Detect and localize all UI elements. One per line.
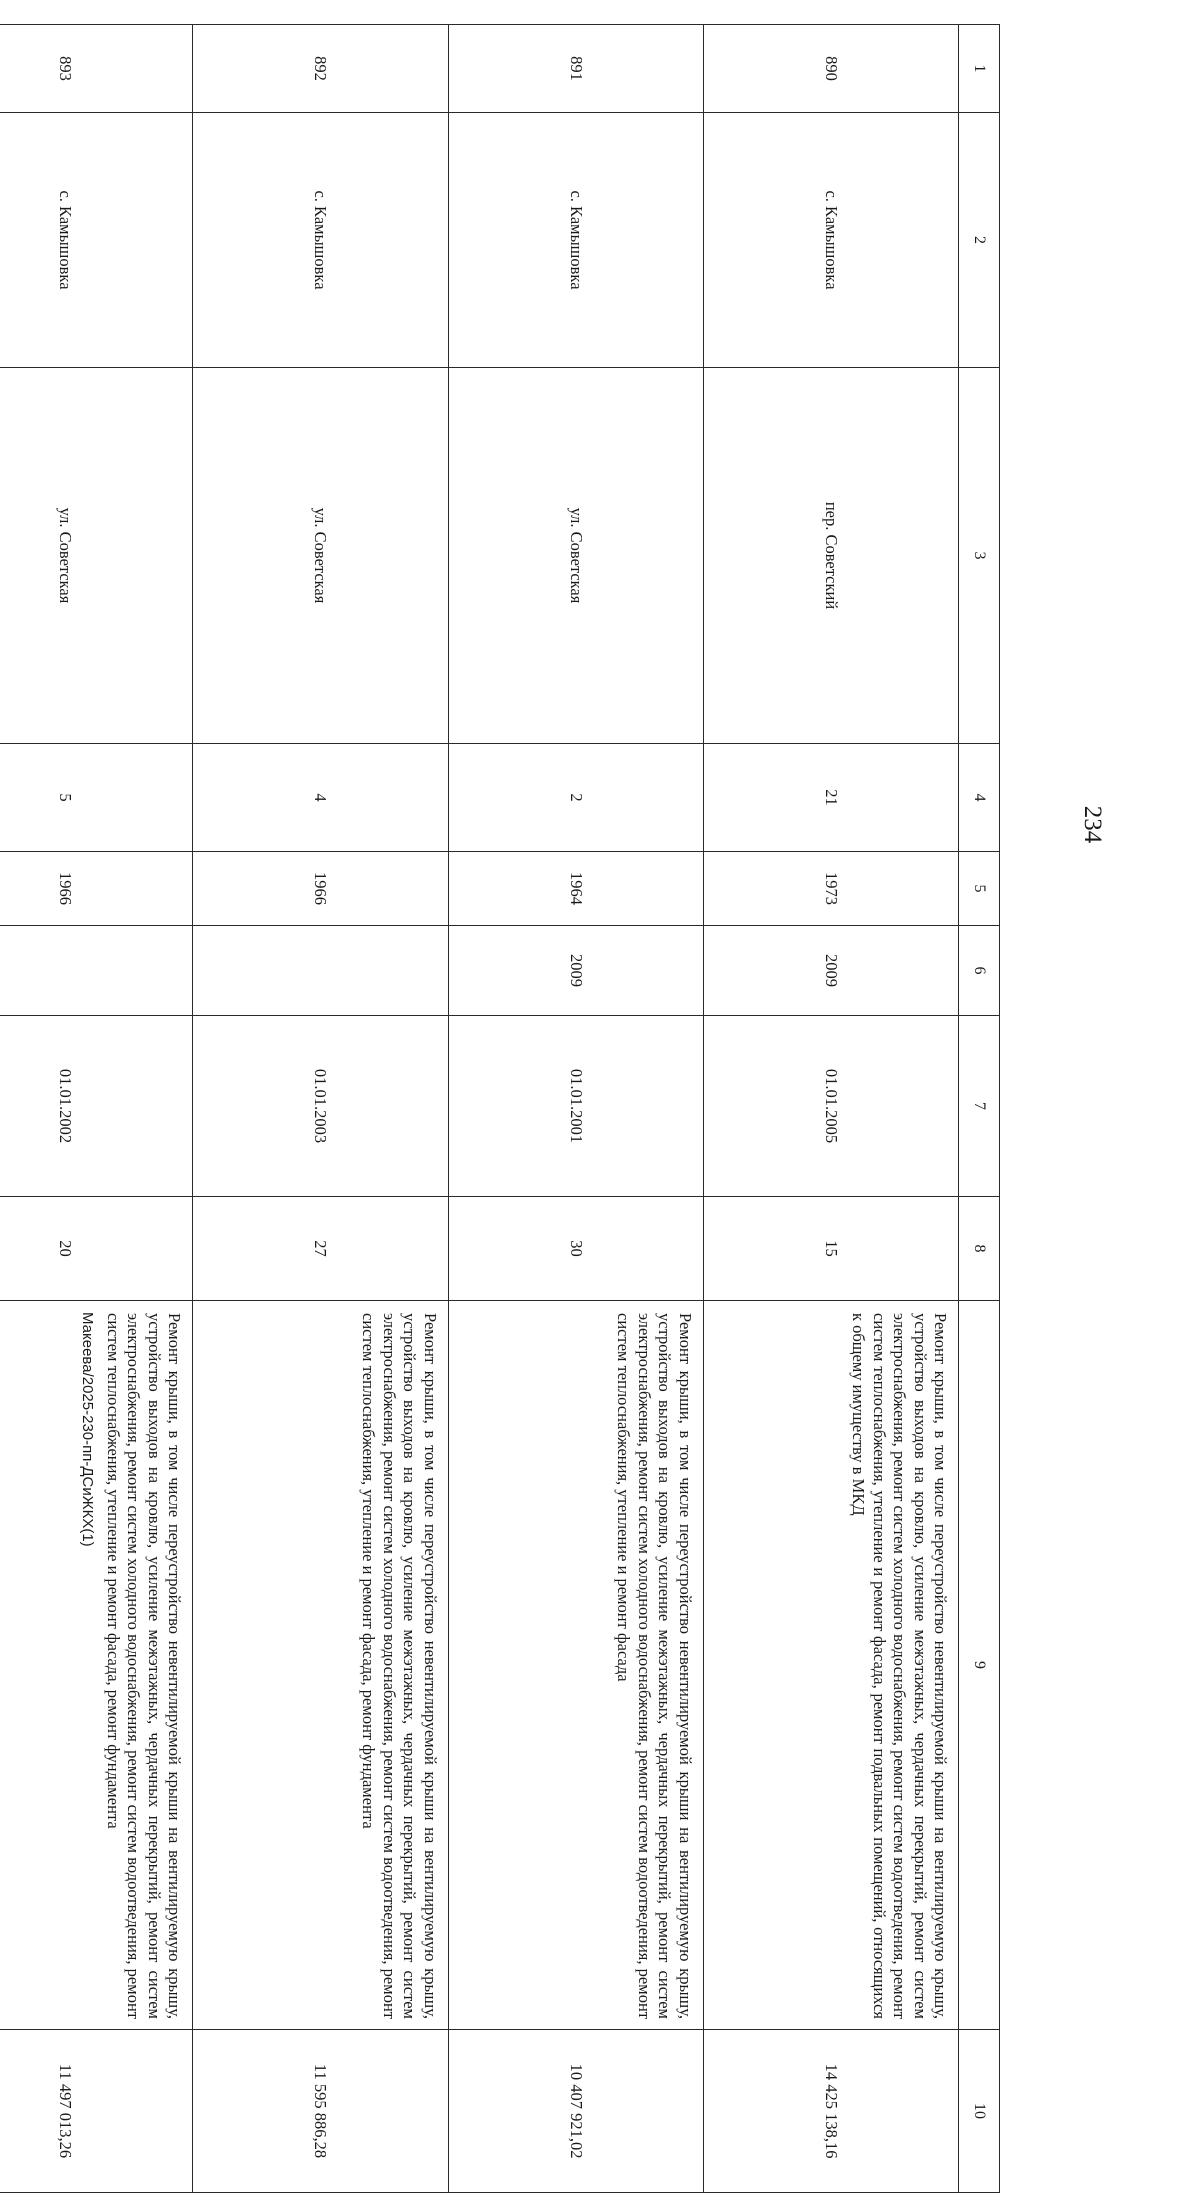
document-footer: Макеева/2025-230-пп-ДСиЖКХ(1): [79, 1312, 96, 1547]
year-repair-cell: 2009: [448, 926, 703, 1016]
column-header: 1: [959, 25, 1000, 113]
column-8-cell: 20: [0, 1197, 193, 1301]
year-repair-cell: 2009: [703, 926, 958, 1016]
column-header: 6: [959, 926, 1000, 1016]
cost-cell: 11 497 013,26: [0, 2030, 193, 2193]
cost-cell: 10 407 921,02: [448, 2030, 703, 2193]
table-row: [193, 25, 448, 2193]
date-cell: 01.01.2003: [193, 1016, 448, 1197]
column-8-cell: 15: [703, 1197, 958, 1301]
house-number-cell: 5: [0, 744, 193, 852]
date-cell: 01.01.2002: [0, 1016, 193, 1197]
table-row: [0, 25, 193, 2193]
year-built-cell: 1964: [448, 852, 703, 926]
year-built-cell: 1966: [0, 852, 193, 926]
settlement-cell: с. Камышовка: [0, 113, 193, 368]
row-number: 890: [703, 25, 958, 113]
year-built-cell: 1966: [193, 852, 448, 926]
table-row: [703, 25, 958, 2193]
street-cell: ул. Советская: [448, 368, 703, 744]
column-header: 7: [959, 1016, 1000, 1197]
house-number-cell: 21: [703, 744, 958, 852]
row-number: 892: [193, 25, 448, 113]
cost-cell: 11 595 886,28: [193, 2030, 448, 2193]
row-number: 891: [448, 25, 703, 113]
column-header: 2: [959, 113, 1000, 368]
table-row: [448, 25, 703, 2193]
page-number: 234: [1079, 805, 1106, 844]
house-number-cell: 4: [193, 744, 448, 852]
settlement-cell: с. Камышовка: [193, 113, 448, 368]
year-built-cell: 1973: [703, 852, 958, 926]
date-cell: 01.01.2005: [703, 1016, 958, 1197]
date-cell: 01.01.2001: [448, 1016, 703, 1197]
column-header: 9: [959, 1301, 1000, 2030]
column-header: 8: [959, 1197, 1000, 1301]
house-number-cell: 2: [448, 744, 703, 852]
works-description-cell: Ремонт крыши, в том числе переустройство невентилируемой крыши на вентилируемую крышу, устройство выходов на кровлю, усиление межэтажных, чердачных перекрытий, ремонт систем электроснабжения, ремонт систем холодного водоснабжения, ремонт систем водоотведения, ремонт систем теплоснабжения, утепление и ремонт фасада, ремонт фундамента: [0, 1301, 193, 2030]
works-description-cell: Ремонт крыши, в том числе переустройство невентилируемой крыши на вентилируемую крышу, устройство выходов на кровлю, усиление межэтажных, чердачных перекрытий, ремонт систем электроснабжения, ремонт систем холодного водоснабжения, ремонт систем водоотведения, ремонт систем теплоснабжения, утепление и ремонт фасада: [448, 1301, 703, 2030]
year-repair-cell: [193, 926, 448, 1016]
settlement-cell: с. Камышовка: [448, 113, 703, 368]
settlement-cell: с. Камышовка: [703, 113, 958, 368]
street-cell: ул. Советская: [193, 368, 448, 744]
row-number: 893: [0, 25, 193, 113]
column-header: 10: [959, 2030, 1000, 2193]
column-8-cell: 30: [448, 1197, 703, 1301]
column-header: 5: [959, 852, 1000, 926]
column-8-cell: 27: [193, 1197, 448, 1301]
cost-cell: 14 425 138,16: [703, 2030, 958, 2193]
housing-repair-table: [0, 24, 1000, 2193]
column-header: 3: [959, 368, 1000, 744]
year-repair-cell: [0, 926, 193, 1016]
column-number-row: [959, 25, 1000, 2193]
works-description-cell: Ремонт крыши, в том числе переустройство невентилируемой крыши на вентилируемую крышу, устройство выходов на кровлю, усиление межэтажных, чердачных перекрытий, ремонт систем электроснабжения, ремонт систем холодного водоснабжения, ремонт систем водоотведения, ремонт систем теплоснабжения, утепление и ремонт фасада, ремонт фундамента: [193, 1301, 448, 2030]
works-description-cell: Ремонт крыши, в том числе переустройство невентилируемой крыши на вентилируемую крышу, устройство выходов на кровлю, усиление межэтажных, чердачных перекрытий, ремонт систем электроснабжения, ремонт систем холодного водоснабжения, ремонт систем водоотведения, ремонт систем теплоснабжения, утепление и ремонт фасада, ремонт подвальных помещений, относящихся к общему имуществу в МКД: [703, 1301, 958, 2030]
street-cell: ул. Советская: [0, 368, 193, 744]
street-cell: пер. Советский: [703, 368, 958, 744]
column-header: 4: [959, 744, 1000, 852]
